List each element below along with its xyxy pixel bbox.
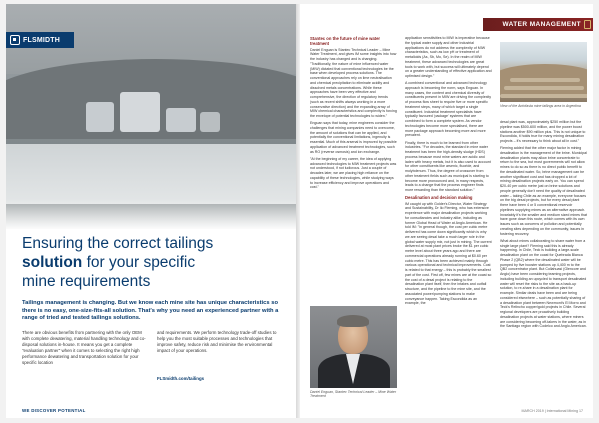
- page-folio: MARCH 2019 | International Mining 17: [521, 409, 583, 413]
- ad-headline: [22, 234, 282, 291]
- section-label: WATER MANAGEMENT: [502, 21, 581, 28]
- ad-headline-line2: for your specific: [82, 254, 196, 271]
- article-paragraph: Enguan says that today, mine engineers consider the challenges that mining companies need to overcome, the amount of solutions that can be applied, and potentially the conventional limitations, ingenuity is essential. Much of this arsenal is improved by possible application of advanced treatment technologies, such as RO (reverse osmosis) and ion exchange.: [310, 121, 397, 154]
- article-subhead-2: Desalination and decision making: [405, 195, 473, 201]
- ad-body-col-2: and requirements. We perform technology trade-off studies to help you the most suitable processes and technologies that improve safety, reduce risk and minimise the environmental impact of your operations.: [157, 330, 277, 353]
- article-paragraph: "At the beginning of my career, the idea of applying advanced technologies to MIW treatment projects was not understood, if not ludicrous. Just a couple of decades later, we are placing high reliance on the capability of these technologies, while studying ways to increase efficiency and improve operations and cost.": [310, 156, 397, 190]
- article-column-3: [500, 120, 587, 331]
- article-paragraph: Fleming added that the other major factor in mining desalination is the management of the brine. Municipal desalination plants may allow brine concentrate to return to the sea, but most governments will not allow mines to do so as there is no direct public benefit to the desalinated water. So, brine management can be another significant cost and has dropped a lot of mining desalination projects early on. You can spend $20-40 per cubic metre just on brine solutions and people generally don't need the quality of desalinated water – taking Chile as an example, everyone focuses on the big desal projects, but for every desal plant there have been 4 or 5 conventional reservoir pipelines supplying mines as an alternative approach. Invariably it's the smaller and medium sized mines that have gone down this route, which comes with its own issues such as concerns of pollution and potentially creating sites depending on the community, issues in fostering recovery.: [500, 146, 587, 236]
- mine-tailings-photo: [500, 42, 587, 102]
- article-paragraph: IM caught up with Golder's Director, Water Strategy and Sustainability, Dr Ilo Fleming, who has extensive experience with major desalination projects working for consultancies and industry alike, including as former Global Head of Water at Anglo American. He told IM: "In general though, the cost per cubic metre delivered has come down significantly which is why we are seeing desal take a much larger role in the global water supply mix, not just in mining. The current delivered at most plant prices broke the $1 per cubic metre level about three years ago and there are commercial operations already running at $0.60 per cubic metre. This has been achieved mainly through various operational and technical improvements. Cost is related to that energy – this is probably the smallest part of the cost. First off, few mines are at the coast so the cost of a desal project is relating to the desalination plant itself, then the intakes and outfall structure, and the pipeline to the mine site, and the associated power/pumping stations to make conveyance happen. Taking Escondida as an example, the: [405, 201, 492, 306]
- article-paragraph: Finally, there is much to be learned from other industries. "For decades, the standard in mine water treatment has been the high-density sludge (HDS) process because most mine waters are acidic and laden with heavy metals, but it is also used to account for other constituents like arsenic, fluoride, and molybdenum. Thus, the degree of crossover from other treatment fields such as municipal is starting to become more pronounced and, in many respects, leads to a change that the process engineer finds more rewarding than the standard solution.": [405, 140, 491, 193]
- advertisement-page: [6, 4, 296, 418]
- section-banner: [483, 18, 593, 31]
- ad-lead-text: Tailings management is changing. But we know each mine site has unique characteristics so there is no easy, one-size-fits-all solution. That's why you need an experienced partner with a range of tried and tested tailings solutions.: [22, 300, 279, 322]
- ad-body-columns: [22, 330, 284, 365]
- article-page: [300, 4, 593, 418]
- ad-tagline: WE DISCOVER POTENTIAL: [22, 408, 86, 413]
- im-logo-icon: [584, 20, 591, 29]
- article-column-2: [405, 36, 492, 309]
- article-paragraph: desal plant was, approximately $250 million but the pipeline was $500-600 million, and the power boost stations another $90 million plus. This is not unique to Escondida, it holds true for many mining desalination projects – it's necessary to think about all in cost.": [500, 120, 586, 143]
- ad-headline-line1: Ensuring the correct tailings: [22, 235, 214, 252]
- article-paragraph: A combined conventional and advanced technology approach is becoming the norm, says Enguan. In many cases, the content and chemical diversity of constituents present in MIW are driving the complexity of process flow sheet to require five or more specific treatment steps, many of which target a single constituent. Industrial treatment specialists have typically favoured 'package' systems that are combined to form a complete system. As vendor technologies become more specialised, there are more package approach becoming more and more prevalent.: [405, 81, 492, 138]
- article-paragraph: application sensitivities to MIW is imperative because the typical water supply and other industrial applications do not address the complexity of MIW characteristics, such as low pH or treatment of metalloids (As, Sb, Mo, Se). In the realm of MIW treatment, these advanced technologies are great tools to work with, but success will ultimately depend on a greater understanding of effective application and optimised design.": [405, 36, 492, 78]
- flsmidth-logo[interactable]: [6, 32, 74, 48]
- article-column-1: [310, 36, 397, 192]
- article-columns: [310, 36, 587, 406]
- logo-text: FLSMIDTH: [23, 36, 60, 44]
- article-subhead-1: Stantec on the future of mine water treatment: [310, 36, 381, 46]
- article-paragraph: What about mines collaborating to share water from a single large plant? Fleming said this is already happening. In Chile, Teck is building a large-scale desalination plant on the coast for Quebrada Blanca Phase 2 (QB2) where the desalinated water will be pumped by five booster stations up 4,400 m to the QB2 concentrator plant. But Collahuasi (Glencore and Anglo) have been considering teaming projects, including building an upcycled to transport desalinated water will reset the risks to the site as a back-up solution, to re-share in a desalination plant for example. Similar deals have been and are being considered elsewhere – such as potentially sharing of a desalination plant between Newmont's El Morro and Teck's Relincho copper/gold projects in Chile. Several regional developers are proactively building desalination projects at water stations, where miners are considering becoming off-takers in the water, as in the Santiago region with Codelco and Anglo American.: [500, 238, 587, 329]
- mine-photo-caption: View of the Antofasta mine tailings area in Argentina: [500, 104, 581, 108]
- daniel-enguan-portrait: [310, 306, 397, 388]
- flsmidth-logo-icon: [10, 35, 20, 45]
- ad-url-link[interactable]: FLSmidth.com/tailings: [157, 376, 205, 381]
- ad-headline-line3: mine requirements: [22, 273, 151, 290]
- ad-body-col-1: There are obvious benefits from partnering with the only OEM with complete dewatering, material handling technology and co-disposal solutions in-house. It means you get a complete "evaluation partner" when it comes to selecting the right high performance dewatering and transportation solution for your specific location: [22, 330, 146, 365]
- article-paragraph: Daniel Enguan is Stantec Technical Leader – Mine Water Treatment, and gives IM some insights into how the industry has changed and is changing. "Traditionally, the nature of mine influenced water (MIW) dictated that conventional technologies be the base when developed process solutions. The conventional approaches rely on lime neutralisation and chemical precipitation to eliminate acidity and dissolved metals concentrations. While these approaches have been very effective and comprehensive, the direction of regulatory trends (such as recent shifts always working in a more conservative direction) and the expanding array of MIW chemical characteristics and complexity is forcing the envelope of potential technologies to widen.": [310, 47, 397, 118]
- portrait-caption: Daniel Enguan, Stantec Technical Leader – Mine Water Treatment: [310, 390, 396, 399]
- ad-headline-bold: solution: [22, 254, 83, 271]
